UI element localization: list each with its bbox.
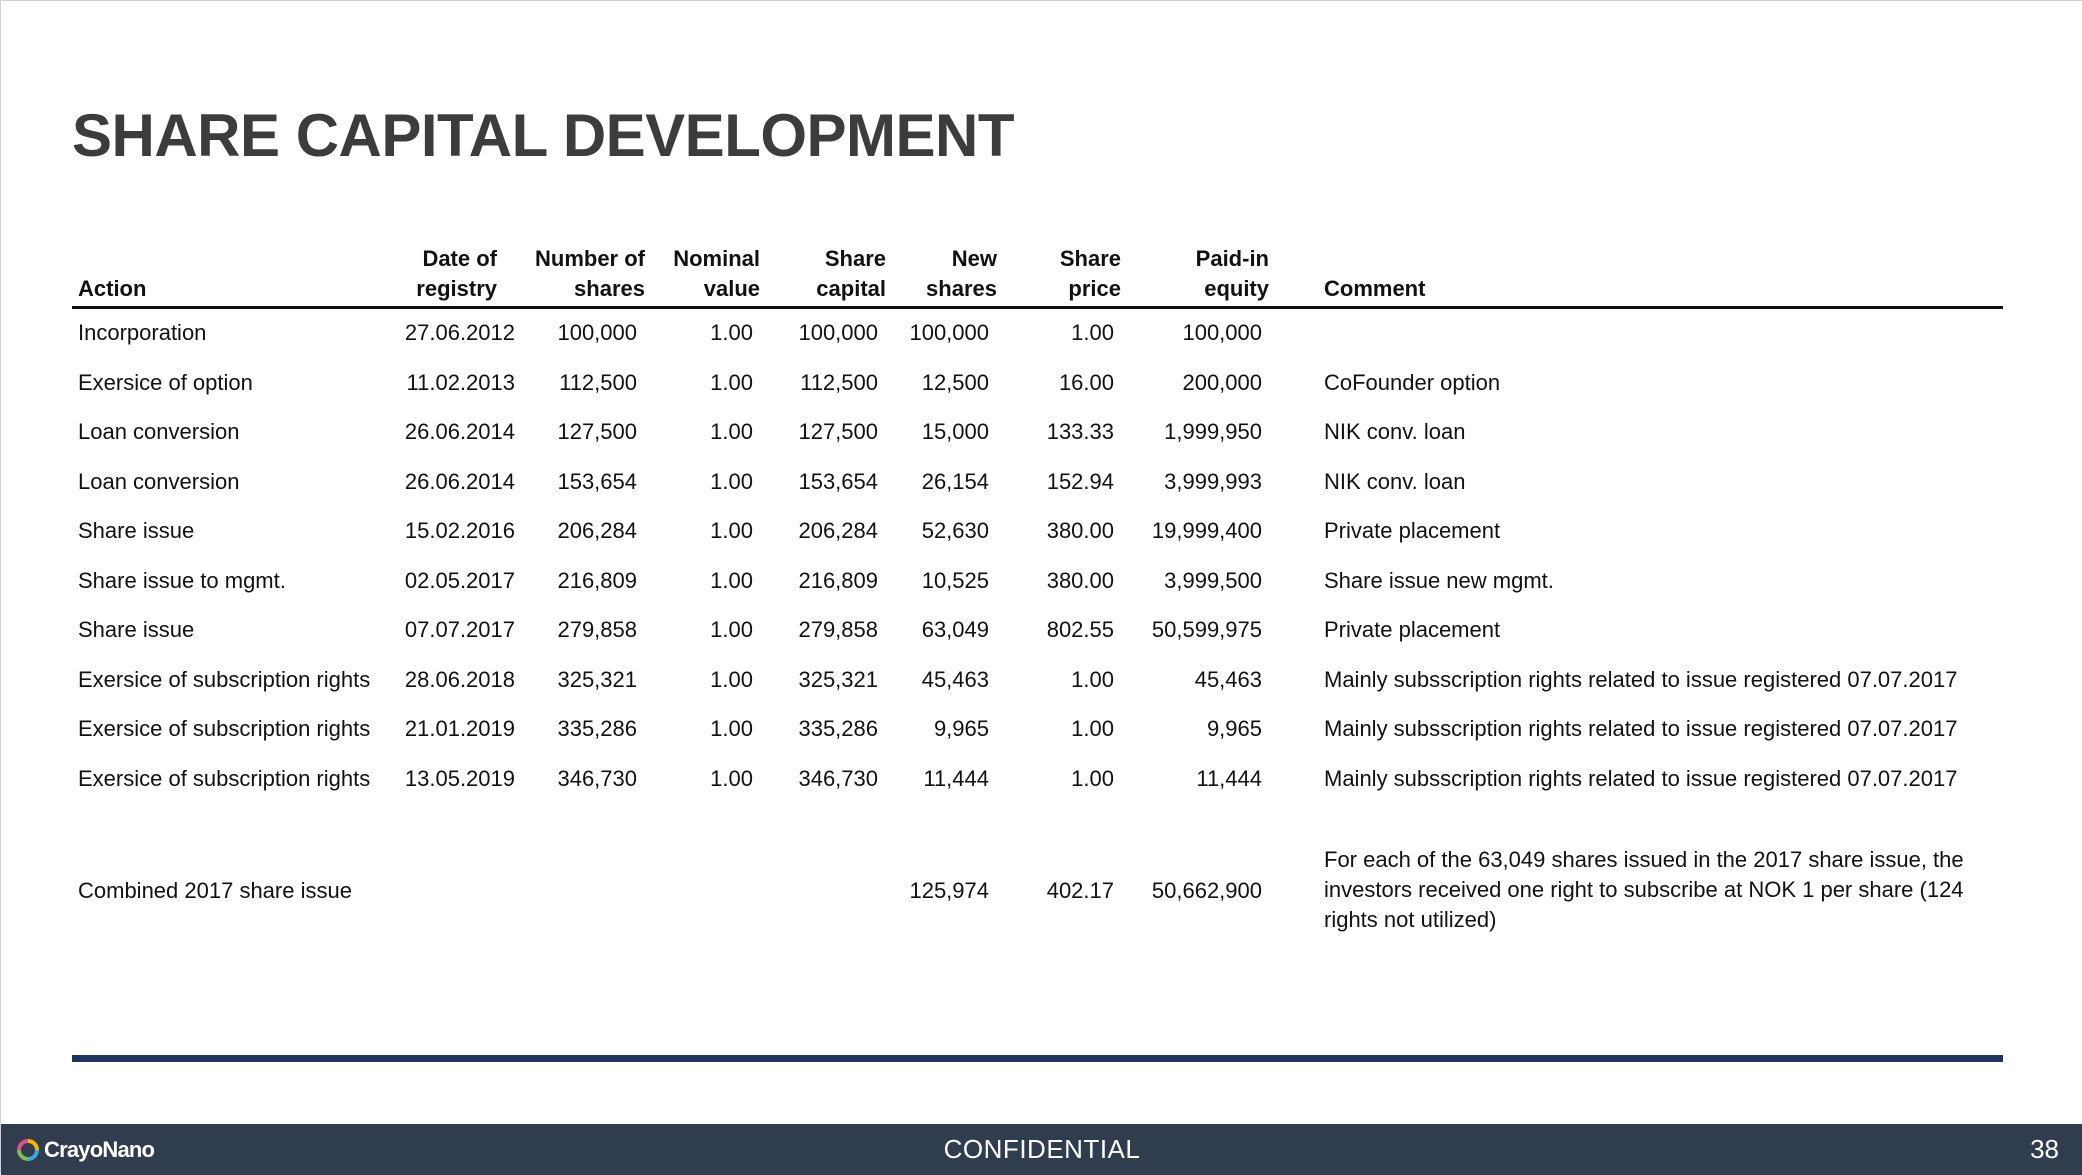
combined-row [1,845,2082,937]
cell-comment: Share issue new mgmt. [1324,568,1554,593]
cell-action: Loan conversion [78,469,240,494]
cell-action: Loan conversion [78,419,240,444]
cell-price: 152.94 [1046,469,1114,494]
cell-price: 802.55 [1046,617,1114,642]
cell-date: 02.05.2017 [404,568,515,593]
cell-price: 1.00 [1071,667,1114,692]
table-row [1,660,2082,700]
cell-equity: 11,444 [1196,766,1262,791]
header-shares [521,244,645,304]
cell-comment: Private placement [1324,617,1501,642]
cell-date: 21.01.2019 [404,716,515,741]
cell-date: 26.06.2014 [404,469,515,494]
cell-equity: 100,000 [1182,320,1262,345]
header-equity-line1: Paid-in [1195,246,1269,271]
header-equity-line2: equity [1204,276,1269,301]
table-row [1,313,2082,353]
cell-nominal: 1.00 [710,716,753,741]
table-row [1,462,2082,502]
header-comment: Comment [1324,276,1426,301]
cell-nominal: 1.00 [710,469,753,494]
cell-shares: 127,500 [557,419,637,444]
cell-equity: 9,965 [1206,716,1262,741]
header-price [1001,244,1121,304]
cell-capital: 153,654 [798,469,878,494]
table-row [1,759,2082,799]
cell-new-shares: 26,154 [921,469,989,494]
combined-equity: 50,662,900 [1151,878,1262,903]
cell-new-shares: 52,630 [921,518,989,543]
footer-bar [1,1124,2082,1175]
cell-capital: 279,858 [798,617,878,642]
cell-action: Share issue [78,617,195,642]
cell-price: 380.00 [1046,568,1114,593]
cell-date: 26.06.2014 [404,419,515,444]
page-number: 38 [2030,1134,2059,1164]
header-capital-line1: Share [824,246,886,271]
cell-price: 380.00 [1046,518,1114,543]
table-row [1,363,2082,403]
table-row [1,561,2082,601]
cell-capital: 325,321 [798,667,878,692]
cell-action: Exersice of option [78,370,253,395]
cell-comment: NIK conv. loan [1324,419,1466,444]
cell-comment: CoFounder option [1324,370,1501,395]
cell-action: Exersice of subscription rights [78,667,371,692]
header-capital [771,244,886,304]
cell-equity: 200,000 [1182,370,1262,395]
cell-comment: Mainly subsscription rights related to issue registered 07.07.2017 [1324,766,1958,791]
cell-equity: 1,999,950 [1164,419,1262,444]
cell-new-shares: 10,525 [921,568,989,593]
cell-nominal: 1.00 [710,667,753,692]
cell-date: 27.06.2012 [404,320,515,345]
header-equity [1121,244,1269,304]
header-date-line1: Date of [422,246,497,271]
cell-capital: 112,500 [800,370,878,395]
cell-comment: Mainly subsscription rights related to issue registered 07.07.2017 [1324,667,1958,692]
table-row [1,709,2082,749]
header-nominal-line1: Nominal [673,246,760,271]
cell-shares: 216,809 [557,568,637,593]
cell-price: 133.33 [1046,419,1114,444]
cell-new-shares: 45,463 [921,667,989,692]
header-price-line1: Share [1059,246,1121,271]
cell-nominal: 1.00 [710,419,753,444]
cell-price: 1.00 [1071,766,1114,791]
cell-nominal: 1.00 [710,617,753,642]
cell-shares: 100,000 [557,320,637,345]
cell-action: Share issue to mgmt. [78,568,286,593]
cell-action: Exersice of subscription rights [78,716,371,741]
cell-shares: 335,286 [557,716,637,741]
page-title: SHARE CAPITAL DEVELOPMENT [72,102,1015,169]
cell-nominal: 1.00 [710,568,753,593]
cell-capital: 216,809 [798,568,878,593]
cell-comment: NIK conv. loan [1324,469,1466,494]
cell-new-shares: 9,965 [933,716,989,741]
cell-price: 1.00 [1071,716,1114,741]
cell-capital: 127,500 [798,419,878,444]
cell-date: 15.02.2016 [404,518,515,543]
combined-action: Combined 2017 share issue [78,878,352,903]
cell-shares: 279,858 [557,617,637,642]
cell-capital: 335,286 [798,716,878,741]
cell-new-shares: 100,000 [909,320,989,345]
logo-wordmark: CrayoNano [44,1137,155,1162]
cell-new-shares: 15,000 [921,419,989,444]
table-row [1,412,2082,452]
confidential-label: CONFIDENTIAL [943,1134,1141,1164]
combined-price: 402.17 [1046,878,1114,903]
cell-nominal: 1.00 [710,766,753,791]
cell-new-shares: 12,500 [921,370,989,395]
cell-date: 28.06.2018 [404,667,515,692]
cell-capital: 100,000 [798,320,878,345]
cell-shares: 206,284 [557,518,637,543]
header-rule [72,306,2003,309]
table-row [1,610,2082,650]
header-capital-line2: capital [816,276,886,301]
cell-shares: 346,730 [557,766,637,791]
cell-equity: 50,599,975 [1151,617,1262,642]
cell-new-shares: 63,049 [921,617,989,642]
cell-nominal: 1.00 [710,320,753,345]
cell-comment: Private placement [1324,518,1501,543]
cell-price: 16.00 [1058,370,1114,395]
combined-comment: For each of the 63,049 shares issued in the 2017 share issue, the investors received one right to subscribe at NOK 1 per share (124 rights not utilized) [1324,847,1964,932]
cell-capital: 206,284 [798,518,878,543]
cell-price: 1.00 [1071,320,1114,345]
cell-action: Share issue [78,518,195,543]
header-price-line2: price [1068,276,1121,301]
cell-equity: 19,999,400 [1151,518,1262,543]
cell-equity: 3,999,500 [1164,568,1262,593]
header-action: Action [78,276,147,301]
header-shares-line2: shares [574,276,645,301]
cell-capital: 346,730 [798,766,878,791]
cell-date: 11.02.2013 [406,370,515,395]
bottom-rule [72,1055,2003,1062]
header-date-line2: registry [416,276,497,301]
cell-nominal: 1.00 [710,518,753,543]
header-new-shares-line2: shares [926,276,997,301]
cell-date: 13.05.2019 [404,766,515,791]
header-new-shares [881,244,997,304]
cell-comment: Mainly subsscription rights related to issue registered 07.07.2017 [1324,716,1958,741]
cell-shares: 153,654 [557,469,637,494]
cell-action: Exersice of subscription rights [78,766,371,791]
cell-action: Incorporation [78,320,207,345]
combined-new-shares: 125,974 [909,878,989,903]
cell-shares: 325,321 [557,667,637,692]
cell-date: 07.07.2017 [404,617,515,642]
cell-new-shares: 11,444 [923,766,989,791]
header-new-shares-line1: New [951,246,997,271]
header-date [391,244,497,304]
cell-equity: 3,999,993 [1164,469,1262,494]
cell-equity: 45,463 [1194,667,1262,692]
header-nominal-line2: value [703,276,760,301]
cell-shares: 112,500 [559,370,637,395]
header-shares-line1: Number of [535,246,645,271]
cell-nominal: 1.00 [710,370,753,395]
header-nominal [661,244,760,304]
table-row [1,511,2082,551]
